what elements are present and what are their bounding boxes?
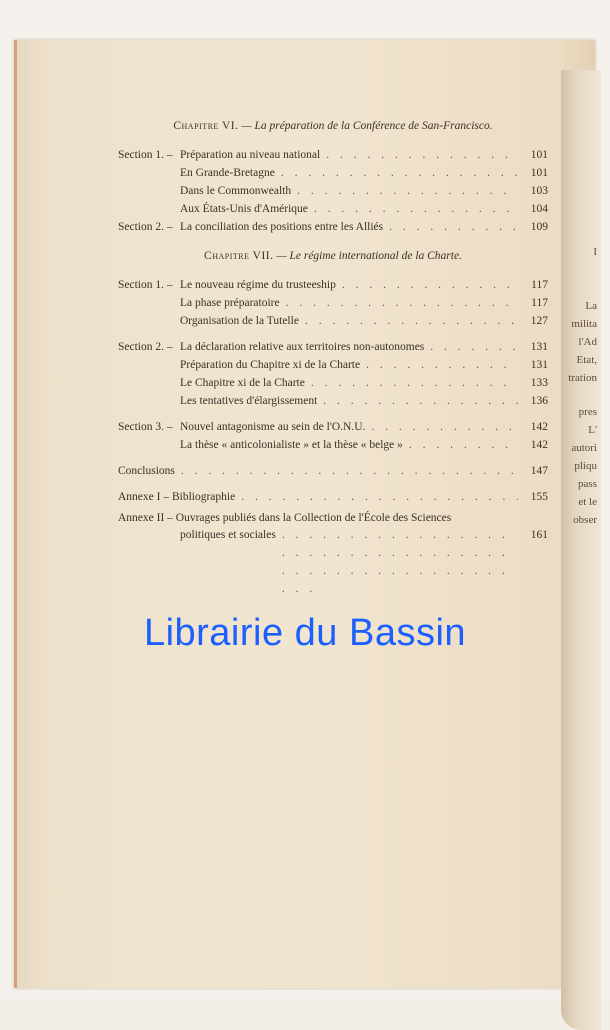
entry-title: La phase préparatoire <box>180 297 280 309</box>
leader-dots <box>297 182 518 200</box>
page-number: 101 <box>530 167 548 179</box>
toc-entry <box>118 338 548 356</box>
edge-text: l'Ad <box>578 336 597 348</box>
entry-title: Organisation de la Tutelle <box>180 315 299 327</box>
leader-dots <box>181 462 518 480</box>
toc-entry <box>118 356 548 374</box>
toc-entry <box>118 392 548 410</box>
page-number: 155 <box>530 491 548 503</box>
section-label: Section 2. – <box>118 341 173 353</box>
leader-dots <box>311 374 518 392</box>
leader-dots <box>409 436 518 454</box>
edge-text: pres <box>578 406 597 418</box>
entry-title: Dans le Commonwealth <box>180 185 292 197</box>
edge-text: obser <box>573 514 597 526</box>
edge-text: et le <box>578 496 597 508</box>
page-number: 142 <box>530 439 548 451</box>
page-number: 109 <box>530 221 548 233</box>
leader-dots <box>305 312 518 330</box>
toc-entry <box>118 374 548 392</box>
page-number: 131 <box>530 359 548 371</box>
page-number: 147 <box>530 465 548 477</box>
toc-entry <box>118 218 548 236</box>
chapter-number: Chapitre VII. <box>204 250 274 262</box>
chapter-title: — La préparation de la Conférence de San-Francisco. <box>238 120 493 132</box>
page-number: 161 <box>530 529 548 541</box>
section-label: Section 2. – <box>118 221 173 233</box>
page-number: 117 <box>531 297 548 309</box>
page-number: 127 <box>530 315 548 327</box>
leader-dots <box>371 418 518 436</box>
toc-entry <box>118 182 548 200</box>
leader-dots <box>286 294 518 312</box>
entry-title: La thèse « anticolonialiste » et la thèse « belge » <box>180 439 403 451</box>
entry-title: Nouvel antagonisme au sein de l'O.N.U. <box>180 421 366 433</box>
edge-text: L' <box>588 424 597 436</box>
chapter-heading <box>118 250 548 262</box>
facing-page-edge <box>561 70 601 1030</box>
toc-entry <box>118 418 548 436</box>
edge-text: pliqu <box>574 460 597 472</box>
entry-title: Annexe II – Ouvrages publiés dans la Collection de l'École des Sciences <box>118 512 452 524</box>
entry-title: Conclusions <box>118 465 175 477</box>
page-number: 104 <box>530 203 548 215</box>
toc-entry <box>118 294 548 312</box>
toc-entry <box>118 164 548 182</box>
page-number: 117 <box>531 279 548 291</box>
leader-dots <box>389 218 518 236</box>
leader-dots <box>241 488 518 506</box>
bookshop-watermark: Librairie du Bassin <box>143 612 467 654</box>
entry-title: Préparation au niveau national <box>180 149 321 161</box>
edge-text: La <box>585 300 597 312</box>
chapter-number: Chapitre VI. <box>173 120 239 132</box>
page-number: 142 <box>530 421 548 433</box>
entry-title: La conciliation des positions entre les Alliés <box>180 221 384 233</box>
page-number: 133 <box>530 377 548 389</box>
leader-dots <box>430 338 518 356</box>
toc-entry <box>118 146 548 164</box>
edge-text: milita <box>571 318 597 330</box>
page-number: 131 <box>530 341 548 353</box>
leader-dots <box>282 526 518 598</box>
toc-entry <box>118 312 548 330</box>
entry-title: La déclaration relative aux territoires non-autonomes <box>180 341 425 353</box>
toc-entry <box>118 200 548 218</box>
leader-dots <box>281 164 518 182</box>
page-number: 103 <box>530 185 548 197</box>
edge-text: Etat, <box>576 354 597 366</box>
leader-dots <box>314 200 518 218</box>
entry-title-continued: politiques et sociales <box>180 529 276 541</box>
chapter-heading <box>118 120 548 132</box>
chapter-title: — Le régime international de la Charte. <box>273 250 462 262</box>
leader-dots <box>342 276 518 294</box>
entry-title: Le Chapitre xi de la Charte <box>180 377 305 389</box>
section-label: Section 3. – <box>118 421 173 433</box>
page-number: 136 <box>530 395 548 407</box>
leader-dots <box>326 146 518 164</box>
page-number: 101 <box>530 149 548 161</box>
toc-entry-annexe-1 <box>118 488 548 506</box>
entry-title: Préparation du Chapitre xi de la Charte <box>180 359 361 371</box>
edge-text: I <box>593 246 597 258</box>
toc-entry-conclusions <box>118 462 548 480</box>
toc-entry <box>118 276 548 294</box>
toc-entry-annexe-2 <box>118 510 548 544</box>
section-label: Section 1. – <box>118 149 173 161</box>
entry-title: Les tentatives d'élargissement <box>180 395 318 407</box>
edge-text: tration <box>568 372 597 384</box>
leader-dots <box>366 356 518 374</box>
edge-text: autori <box>571 442 597 454</box>
toc-entry <box>118 436 548 454</box>
leader-dots <box>323 392 518 410</box>
entry-title: Annexe I – Bibliographie <box>118 491 236 503</box>
entry-title: En Grande-Bretagne <box>180 167 275 179</box>
entry-title: Le nouveau régime du trusteeship <box>180 279 336 291</box>
edge-text: pass <box>578 478 597 490</box>
entry-title: Aux États-Unis d'Amérique <box>180 203 308 215</box>
table-of-contents <box>118 120 548 544</box>
section-label: Section 1. – <box>118 279 173 291</box>
